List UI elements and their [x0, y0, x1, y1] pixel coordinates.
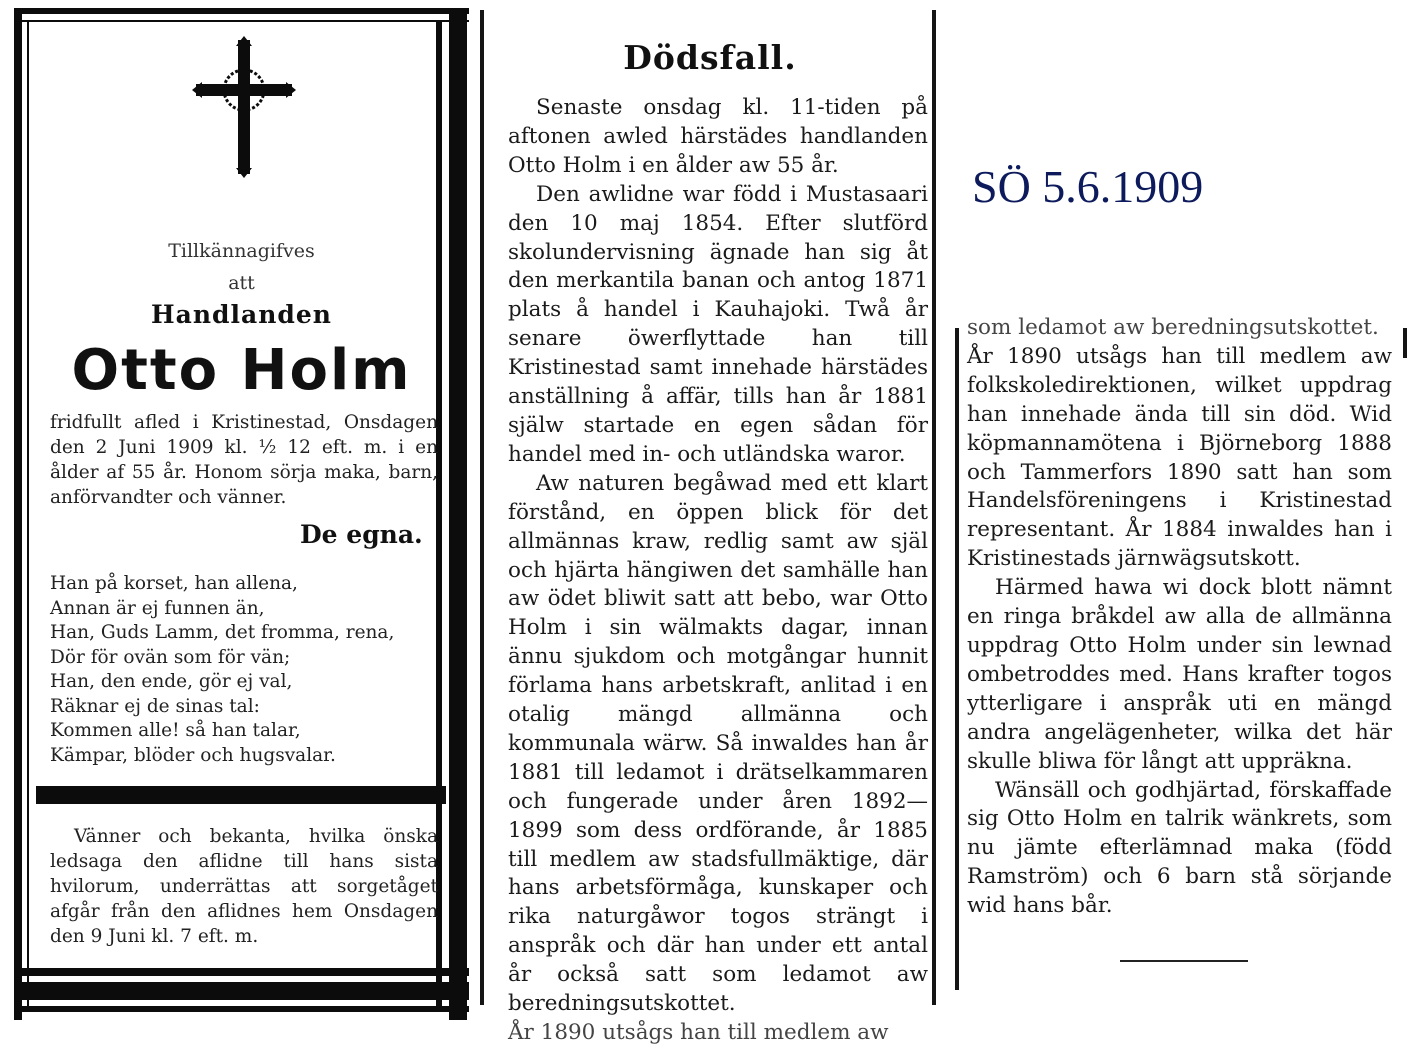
- border-left: [14, 8, 22, 1020]
- poem-line: Annan är ej funnen än,: [50, 597, 265, 619]
- cut-off-line: som ledamot aw beredningsutskottet.: [967, 315, 1379, 340]
- obituary-paragraph: Aw naturen begåwad med ett klart förstånd, en öppen blick för det allmännas kraw, redlig samt aw själ och hjärta hängiwen det samhälle han aw ödet bliwit satt att bebo, war Otto Holm i sin wälmakts dagar, innan ännu sjukdom och motgångar hunnit förlama hans arbetskraft, anlitad i en otalig mängd allmänna och kommunala wärw. Så inwaldes han år 1881 till ledamot i drätselkammaren och fungerade under åren 1892—1899 som dess ordförande, år 1885 till medlem aw stadsfullmäktige, där hans arbetsförmåga, kunskaper och rika naturgåwor togos strängt i anspråk och där han under ett antal år också satt som ledamot aw beredningsutskottet.: [508, 470, 928, 1017]
- poem-line: Dör för ovän som för vän;: [50, 646, 291, 668]
- obituary-continuation: [955, 315, 1410, 990]
- notice-signature: De egna.: [300, 520, 423, 549]
- continuation-rule-left: [955, 328, 959, 990]
- poem-line: Kommen alle! så han talar,: [50, 720, 301, 741]
- continuation-paragraph: Wänsäll och godhjärtad, förskaffade sig Otto Holm en talrik wänkrets, som nu jämte efterlämnad maka (född Ramström) och 6 barn stå sörjande wid hans bår.: [967, 777, 1392, 919]
- column-rule-right: [932, 10, 936, 1005]
- poem-line: Han, den ende, gör ej val,: [50, 671, 293, 692]
- poem-line: Kämpar, blöder och hugsvalar.: [50, 744, 336, 766]
- obituary-column: [480, 10, 940, 1045]
- cut-off-line: År 1890 utsågs han till medlem aw: [508, 1020, 889, 1045]
- continuation-paragraph: Härmed hawa wi dock blott nämnt en ringa bråkdel aw alla de allmänna uppdrag Otto Holm under sin lewnad ombetroddes med. Hans krafter togos ytterligare i anspråk uti en mängd andra angelägenheter, wilka det här skulle bliwa för långt att uppräkna.: [967, 575, 1392, 774]
- poem-line: Han på korset, han allena,: [50, 573, 298, 594]
- border-bottom-3: [14, 1006, 469, 1012]
- end-rule: [1120, 960, 1248, 962]
- date-label: SÖ 5.6.1909: [972, 161, 1204, 212]
- deceased-name: Otto Holm: [71, 338, 412, 403]
- divider-thick: [36, 786, 446, 804]
- continuation-rule-right: [1403, 328, 1407, 358]
- border-left-inner: [27, 20, 29, 1010]
- notice-intro-1: Tillkännagifves: [168, 240, 315, 262]
- notice-paragraph: fridfullt afled i Kristinestad, Onsdagen den 2 Juni 1909 kl. ½ 12 eft. m. i en ålder af 55 år. Honom sörja maka, barn, anförvandter och vänner.: [50, 412, 438, 508]
- poem-line: Han, Guds Lamm, det fromma, rena,: [50, 622, 395, 643]
- death-notice: [14, 8, 469, 1020]
- poem-line: Räknar ej de sinas tal:: [50, 695, 260, 717]
- border-top-inner: [14, 20, 469, 22]
- obituary-paragraph: Den awlidne war född i Mustasaari den 10 maj 1854. Efter slutförd skolundervisning ägnade han sig åt den merkantila banan och antog 1871 plats å handel i Kauhajoki. Twå år senare öwerflyttade han till Kristinestad samt innehade härstädes anställning å affär, tills han år 1881 själw startade en egen sådan för handel med in- och utländska waror.: [508, 181, 928, 467]
- column-rule-left: [480, 10, 484, 1005]
- continuation-text: [967, 315, 1392, 921]
- border-bottom-2: [14, 982, 469, 1000]
- cross-icon: [192, 36, 296, 178]
- continuation-paragraph: År 1890 utsågs han till medlem aw folkskoledirektionen, wilket uppdrag han innehade ända till sin död. Wid köpmannamötena i Björneborg 1888 och Tammerfors 1890 satt han som Handelsföreningens i Kristinestad representant. År 1884 inwaldes han i Kristinestads järnwägsutskott.: [967, 343, 1392, 572]
- border-right: [449, 8, 467, 1020]
- notice-title: Handlanden: [151, 300, 332, 329]
- border-bottom-1: [14, 968, 469, 976]
- obituary-text: [508, 94, 928, 1045]
- border-top: [14, 8, 469, 14]
- obituary-paragraph: Senaste onsdag kl. 11-tiden på aftonen awled härstädes handlanden Otto Holm i en ålder aw 55 år.: [508, 95, 928, 178]
- funeral-notice: Vänner och bekanta, hvilka önska ledsaga den aflidne till hans sista hvilorum, underrättas att sorgetåget afgår från den aflidnes hem Onsdagen den 9 Juni kl. 7 eft. m.: [50, 826, 438, 947]
- obituary-heading: Dödsfall.: [623, 38, 797, 77]
- poem: [50, 572, 440, 768]
- notice-intro-2: att: [228, 272, 255, 294]
